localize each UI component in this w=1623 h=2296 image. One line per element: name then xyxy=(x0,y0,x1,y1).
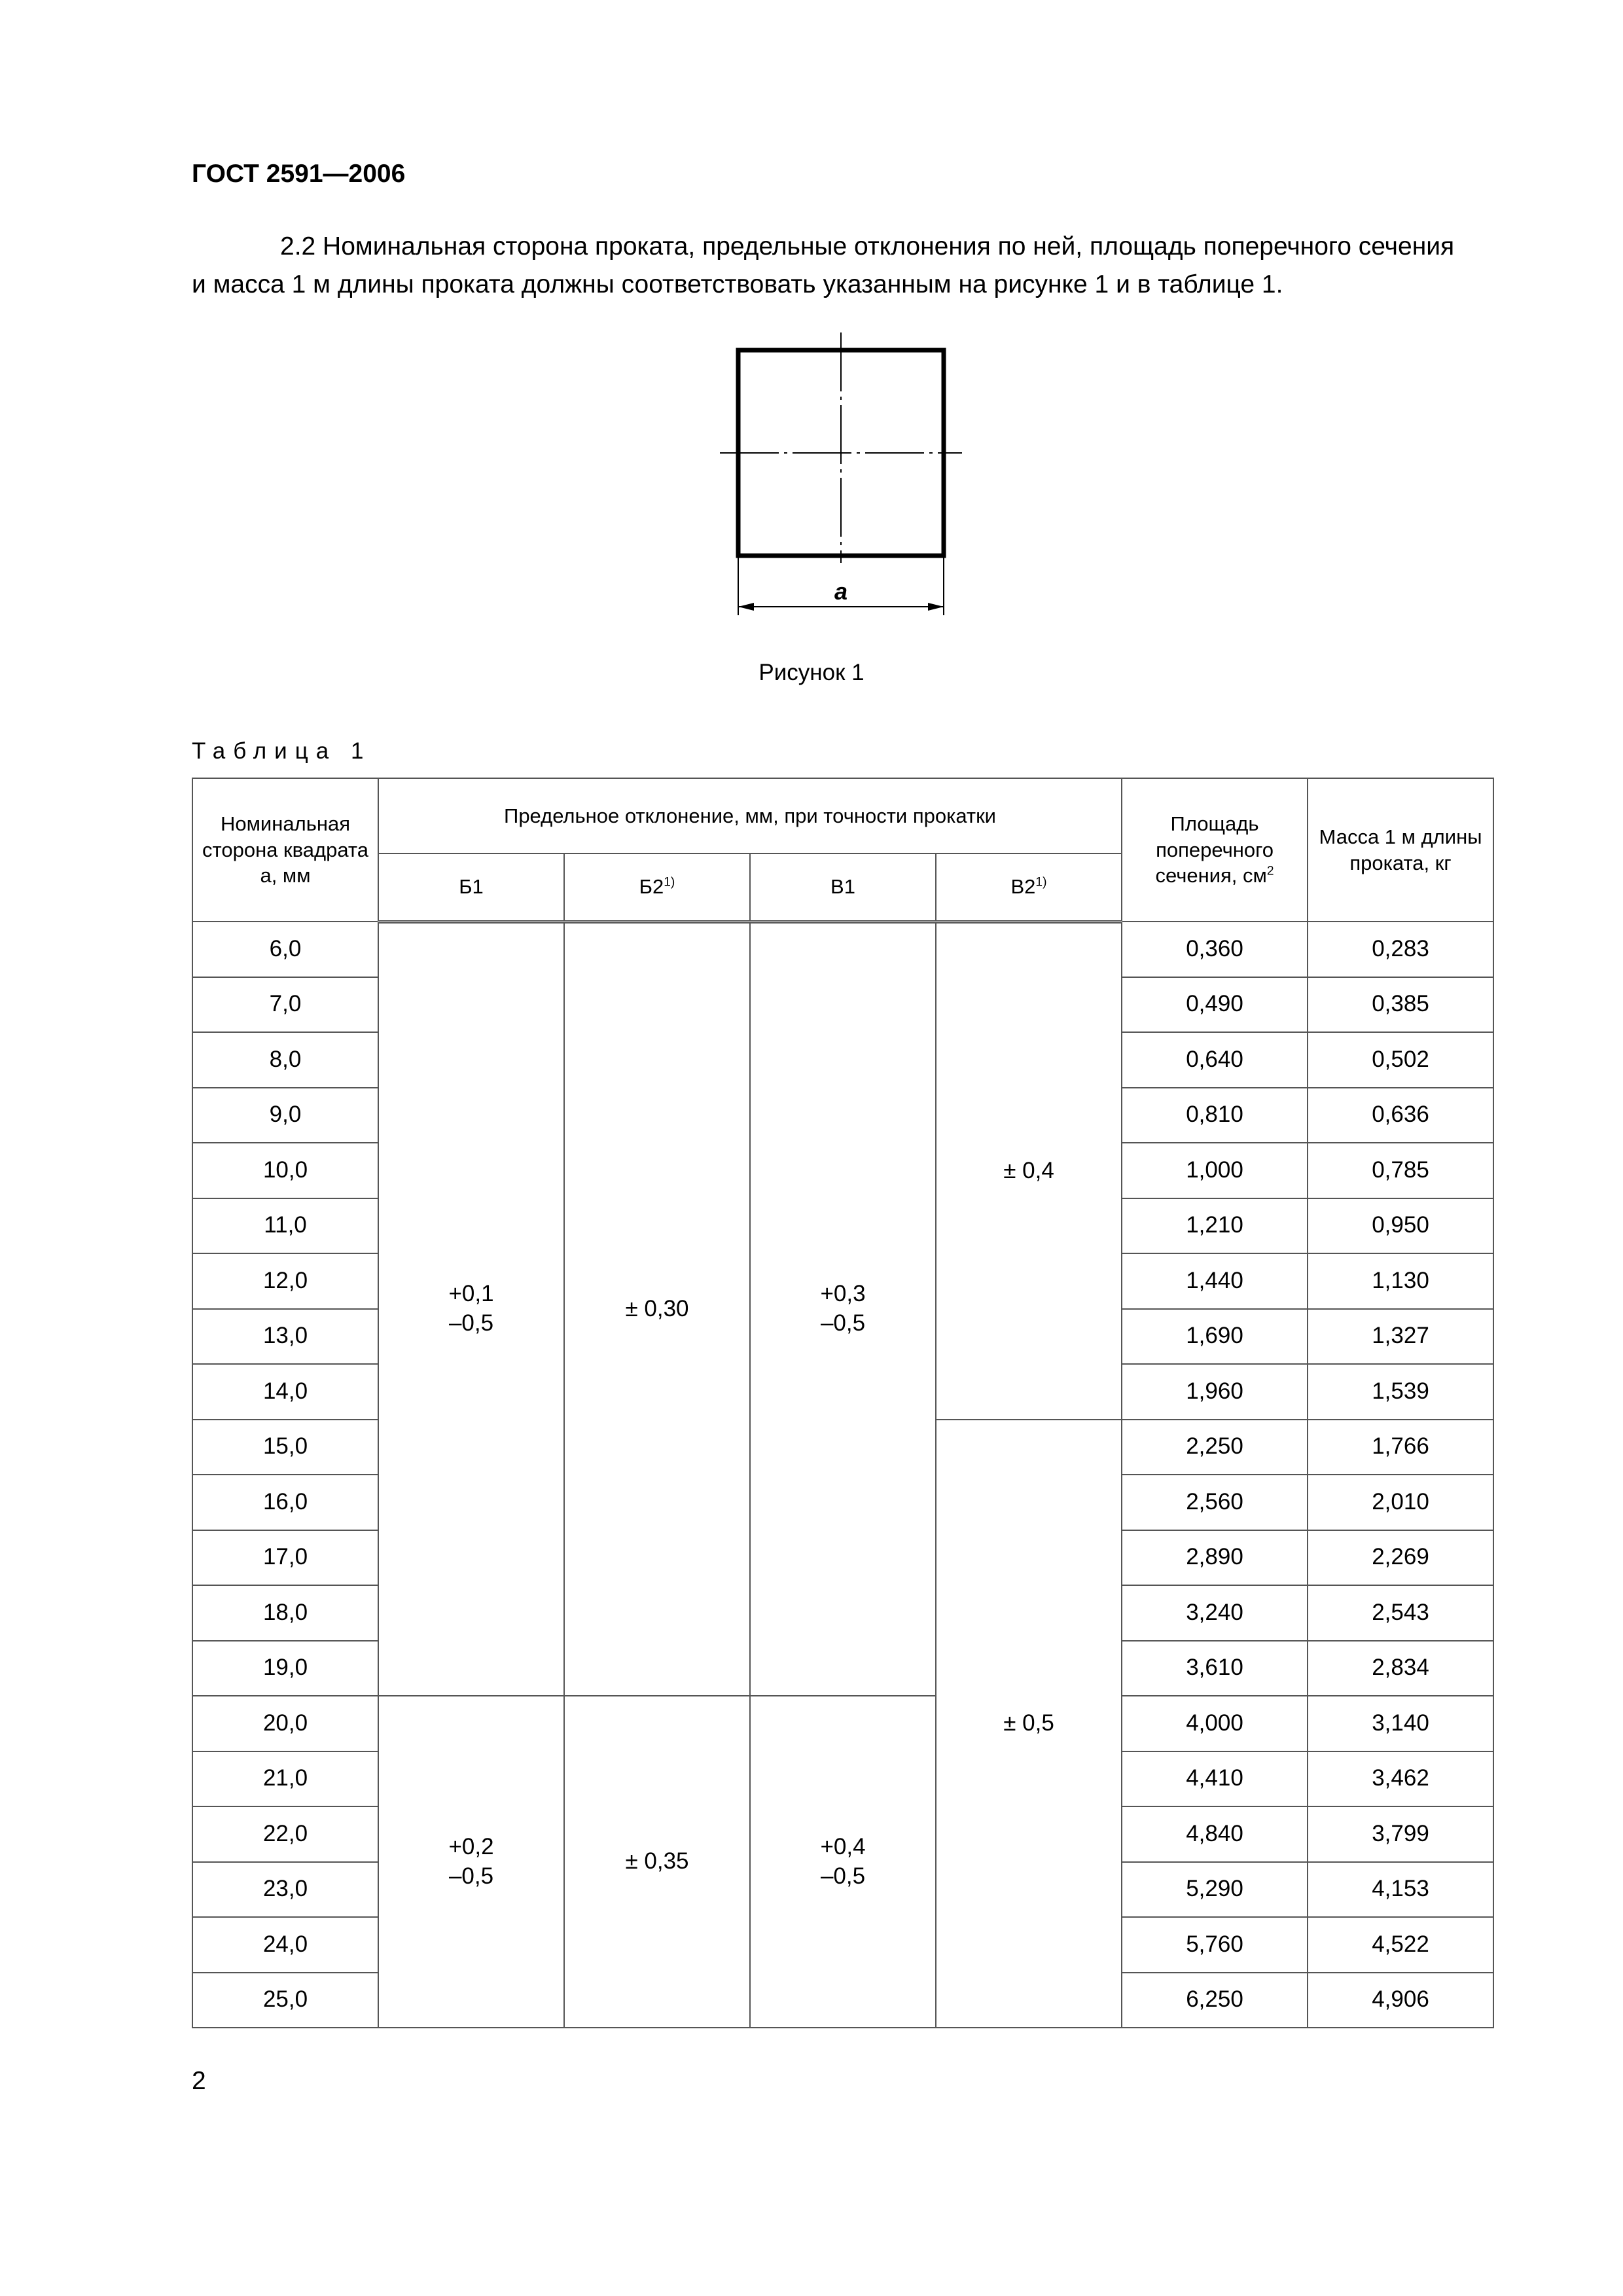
paragraph-line-2: и масса 1 м длины проката должны соответствовать указанным на рисунке 1 и в таблице 1. xyxy=(192,270,1283,298)
v1-plus: +0,4 xyxy=(820,1833,866,1859)
header-nominal-side: Номинальная сторона квадрата a, мм xyxy=(192,778,378,922)
mass-cell: 1,539 xyxy=(1308,1364,1493,1420)
section-paragraph xyxy=(192,228,1494,303)
mass-cell: 0,283 xyxy=(1308,922,1493,977)
mass-cell: 4,153 xyxy=(1308,1862,1493,1918)
v1-deviation-cell xyxy=(750,1696,936,2028)
header-deviation-group: Предельное отклонение, мм, при точности прокатки xyxy=(378,778,1122,853)
area-cell: 3,610 xyxy=(1122,1641,1308,1696)
mass-cell: 0,636 xyxy=(1308,1088,1493,1143)
nominal-side-cell: 21,0 xyxy=(192,1751,378,1807)
header-area: Площадь поперечного сечения, $см^2$ xyxy=(1122,778,1308,922)
dimensions-table xyxy=(192,778,1494,2028)
nominal-side-cell: 23,0 xyxy=(192,1862,378,1918)
paragraph-line-1: 2.2 Номинальная сторона проката, предельные отклонения по ней, площадь поперечного сечения xyxy=(280,232,1455,260)
area-cell: 6,250 xyxy=(1122,1973,1308,2028)
v2-deviation-cell: ± 0,4 xyxy=(936,922,1122,1420)
area-cell: 4,000 xyxy=(1122,1696,1308,1751)
v2-deviation-cell: ± 0,5 xyxy=(936,1420,1122,2028)
b1-deviation-cell xyxy=(378,1696,564,2028)
nominal-side-cell: 19,0 xyxy=(192,1641,378,1696)
header-b2: Б2$^{1)}$ xyxy=(564,853,750,922)
nominal-side-cell: 20,0 xyxy=(192,1696,378,1751)
mass-cell: 0,385 xyxy=(1308,977,1493,1033)
mass-cell: 1,130 xyxy=(1308,1253,1493,1309)
area-cell: 2,250 xyxy=(1122,1420,1308,1475)
area-cell: 5,760 xyxy=(1122,1917,1308,1973)
b2-deviation-cell: ± 0,35 xyxy=(564,1696,750,2028)
mass-cell: 3,462 xyxy=(1308,1751,1493,1807)
mass-cell: 3,799 xyxy=(1308,1806,1493,1862)
mass-cell: 2,834 xyxy=(1308,1641,1493,1696)
dimension-arrow-right xyxy=(928,603,944,611)
area-cell: 0,640 xyxy=(1122,1032,1308,1088)
nominal-side-cell: 17,0 xyxy=(192,1530,378,1586)
area-cell: 1,000 xyxy=(1122,1143,1308,1198)
nominal-side-cell: 14,0 xyxy=(192,1364,378,1420)
area-cell: 0,490 xyxy=(1122,977,1308,1033)
v1-deviation-cell xyxy=(750,922,936,1696)
nominal-side-cell: 13,0 xyxy=(192,1309,378,1365)
area-cell: 4,410 xyxy=(1122,1751,1308,1807)
mass-cell: 1,327 xyxy=(1308,1309,1493,1365)
area-cell: 2,560 xyxy=(1122,1475,1308,1530)
table-row xyxy=(192,922,1493,977)
area-cell: 1,690 xyxy=(1122,1309,1308,1365)
area-cell: 1,210 xyxy=(1122,1198,1308,1254)
nominal-side-cell: 22,0 xyxy=(192,1806,378,1862)
nominal-side-cell: 15,0 xyxy=(192,1420,378,1475)
dimension-label: a xyxy=(834,578,848,605)
nominal-side-cell: 25,0 xyxy=(192,1973,378,2028)
header-b1: Б1 xyxy=(378,853,564,922)
area-cell: 0,810 xyxy=(1122,1088,1308,1143)
mass-cell: 3,140 xyxy=(1308,1696,1493,1751)
page-number: 2 xyxy=(192,2067,206,2095)
header-v2: В2$^{1)}$ xyxy=(936,853,1122,922)
mass-cell: 2,010 xyxy=(1308,1475,1493,1530)
v1-minus: –0,5 xyxy=(820,1310,866,1336)
area-cell: 1,440 xyxy=(1122,1253,1308,1309)
b1-minus: –0,5 xyxy=(448,1863,494,1889)
v1-plus: +0,3 xyxy=(820,1281,866,1307)
nominal-side-cell: 9,0 xyxy=(192,1088,378,1143)
b2-deviation-cell: ± 0,30 xyxy=(564,922,750,1696)
area-cell: 2,890 xyxy=(1122,1530,1308,1586)
area-cell: 5,290 xyxy=(1122,1862,1308,1918)
nominal-side-cell: 6,0 xyxy=(192,922,378,977)
mass-cell: 4,522 xyxy=(1308,1917,1493,1973)
table-title: Таблица 1 xyxy=(192,738,372,764)
nominal-side-cell: 18,0 xyxy=(192,1585,378,1641)
nominal-side-cell: 16,0 xyxy=(192,1475,378,1530)
dimension-arrow-left xyxy=(738,603,754,611)
document-header: ГОСТ 2591—2006 xyxy=(192,160,406,188)
v1-minus: –0,5 xyxy=(820,1863,866,1889)
area-cell: 4,840 xyxy=(1122,1806,1308,1862)
b1-plus: +0,2 xyxy=(448,1833,494,1859)
b1-plus: +0,1 xyxy=(448,1281,494,1307)
figure-caption: Рисунок 1 xyxy=(758,660,865,685)
mass-cell: 0,502 xyxy=(1308,1032,1493,1088)
area-cell: 0,360 xyxy=(1122,922,1308,977)
header-v1: В1 xyxy=(750,853,936,922)
b1-deviation-cell xyxy=(378,922,564,1696)
mass-cell: 0,785 xyxy=(1308,1143,1493,1198)
nominal-side-cell: 8,0 xyxy=(192,1032,378,1088)
nominal-side-cell: 7,0 xyxy=(192,977,378,1033)
square-profile-figure xyxy=(694,321,982,628)
table-row xyxy=(192,1696,1493,1751)
mass-cell: 2,269 xyxy=(1308,1530,1493,1586)
mass-cell: 1,766 xyxy=(1308,1420,1493,1475)
mass-cell: 2,543 xyxy=(1308,1585,1493,1641)
nominal-side-cell: 12,0 xyxy=(192,1253,378,1309)
table-body xyxy=(192,922,1493,2028)
nominal-side-cell: 24,0 xyxy=(192,1917,378,1973)
nominal-side-cell: 10,0 xyxy=(192,1143,378,1198)
b1-minus: –0,5 xyxy=(448,1310,494,1336)
header-mass: Масса 1 м длины проката, кг xyxy=(1308,778,1493,922)
area-cell: 3,240 xyxy=(1122,1585,1308,1641)
area-cell: 1,960 xyxy=(1122,1364,1308,1420)
mass-cell: 4,906 xyxy=(1308,1973,1493,2028)
nominal-side-cell: 11,0 xyxy=(192,1198,378,1254)
mass-cell: 0,950 xyxy=(1308,1198,1493,1254)
